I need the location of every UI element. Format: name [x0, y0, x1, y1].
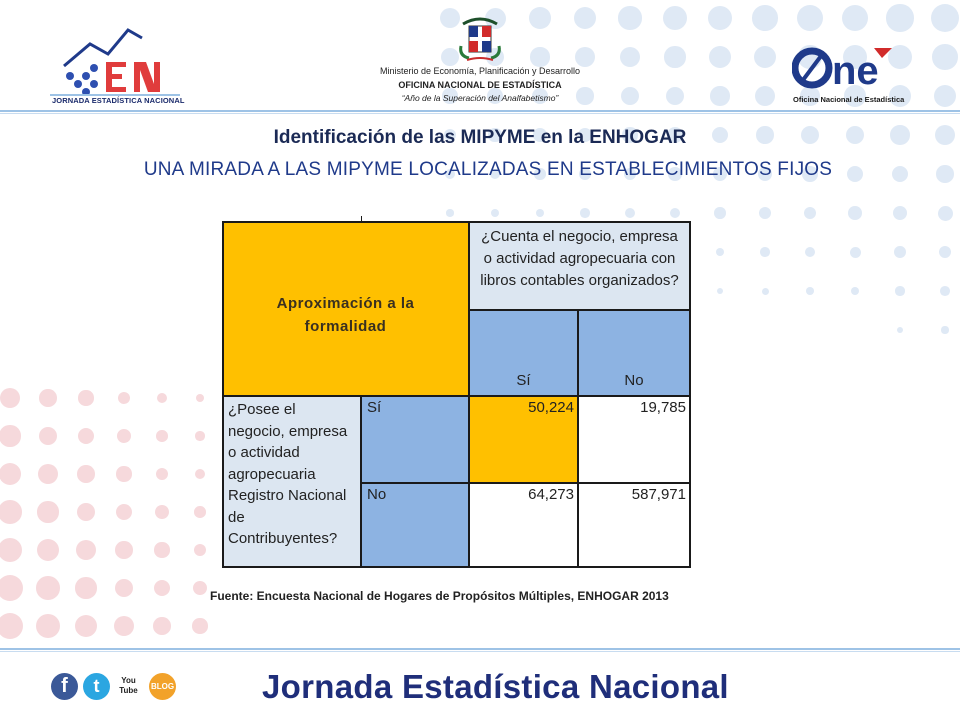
decorative-dot — [934, 85, 957, 108]
decorative-dot — [36, 576, 60, 600]
decorative-dot — [0, 500, 22, 524]
decorative-dot — [762, 288, 769, 295]
decorative-dot — [446, 209, 453, 216]
facebook-icon[interactable]: f — [51, 673, 78, 700]
decorative-dot — [752, 5, 777, 30]
decorative-dot — [157, 393, 167, 403]
twitter-icon[interactable]: t — [83, 673, 110, 700]
decorative-dot — [716, 248, 725, 257]
decorative-dot — [78, 390, 93, 405]
decorative-dot — [0, 575, 23, 601]
corner-header-cell — [222, 221, 469, 396]
decorative-dot — [941, 326, 948, 333]
decorative-dot — [759, 207, 771, 219]
decorative-dot — [194, 506, 206, 518]
decorative-dot — [621, 87, 639, 105]
ministry-header — [360, 14, 600, 109]
decorative-dot — [895, 286, 904, 295]
page-title: Identificación de las MIPYME en la ENHOGAR — [273, 127, 687, 148]
value-cell-si-no: 19,785 — [578, 396, 690, 483]
decorative-dot — [115, 541, 133, 559]
decorative-dot — [156, 430, 168, 442]
year-motto: “Año de la Superación del Analfabetismo” — [401, 93, 559, 103]
decorative-dot — [897, 327, 904, 334]
decorative-dot — [75, 615, 97, 637]
decorative-dot — [77, 503, 96, 522]
value-cell-no-no: 587,971 — [578, 483, 690, 567]
source-note: Fuente: Encuesta Nacional de Hogares de Propósitos Múltiples, ENHOGAR 2013 — [210, 589, 669, 603]
decorative-dot — [77, 465, 95, 483]
column-question-cell — [469, 221, 690, 310]
decorative-dot — [39, 427, 58, 446]
decorative-dot — [620, 47, 641, 68]
decorative-dot — [37, 539, 59, 561]
jornada-logo-caption: JORNADA ESTADÍSTICA NACIONAL — [52, 96, 185, 105]
decorative-dot — [116, 504, 132, 520]
decorative-dot — [708, 6, 733, 31]
jornada-logo — [50, 18, 180, 108]
row-question: ¿Posee el negocio, empresa o actividad agropecuaria Registro Nacional de Contribuyentes? — [228, 401, 348, 547]
ministry-name: Ministerio de Economía, Planificación y Desarrollo — [379, 66, 581, 76]
decorative-dot — [193, 581, 207, 595]
decorative-dot — [155, 505, 169, 519]
grid-line — [577, 310, 579, 568]
decorative-dot — [804, 207, 817, 220]
decorative-dot — [664, 46, 685, 67]
footer-divider — [0, 645, 960, 657]
table-border — [222, 221, 691, 223]
one-logo-caption: Oficina Nacional de Estadística — [793, 95, 905, 104]
decorative-dot — [932, 44, 957, 69]
decorative-dot — [805, 247, 815, 257]
decorative-dot — [760, 247, 770, 257]
grid-line — [361, 482, 691, 484]
decorative-dot — [37, 501, 58, 522]
decorative-dot — [0, 425, 21, 446]
decorative-dot — [717, 288, 723, 294]
one-logo-text: ne — [832, 49, 879, 93]
decorative-dot — [76, 540, 96, 560]
decorative-dot — [848, 206, 862, 220]
decorative-dot — [0, 463, 21, 485]
decorative-dot — [797, 5, 823, 31]
decorative-dot — [893, 206, 907, 220]
grid-line — [361, 216, 362, 221]
decorative-dot — [196, 394, 204, 402]
decorative-dot — [842, 5, 869, 32]
col-header-si: Sí — [469, 310, 578, 396]
decorative-dot — [714, 207, 726, 219]
row-label-no: No — [361, 483, 469, 567]
decorative-dot — [580, 208, 589, 217]
decorative-dot — [850, 247, 861, 258]
decorative-dot — [670, 208, 681, 219]
decorative-dot — [117, 429, 131, 443]
decorative-dot — [666, 87, 685, 106]
decorative-dot — [894, 246, 906, 258]
value-cell-si-si: 50,224 — [469, 396, 578, 483]
decorative-dot — [154, 580, 170, 596]
decorative-dot — [939, 246, 951, 258]
decorative-dot — [0, 388, 20, 408]
decorative-dot — [940, 286, 950, 296]
value-cell-no-si: 64,273 — [469, 483, 578, 567]
youtube-icon[interactable]: You Tube — [115, 673, 142, 700]
decorative-dot — [625, 208, 635, 218]
decorative-dot — [118, 392, 131, 405]
decorative-dot — [536, 209, 545, 218]
decorative-dot — [154, 542, 169, 557]
decorative-dot — [156, 468, 169, 481]
footer-title: Jornada Estadística Nacional — [262, 668, 729, 705]
decorative-dot — [78, 428, 94, 444]
row-question-cell — [222, 396, 361, 567]
grid-line — [469, 309, 691, 311]
decorative-dot — [806, 287, 814, 295]
decorative-dot — [663, 6, 687, 30]
decorative-dot — [938, 206, 953, 221]
decorative-dot — [0, 613, 23, 639]
decorative-dot — [195, 431, 204, 440]
office-name: OFICINA NACIONAL DE ESTADÍSTICA — [398, 80, 562, 90]
decorative-dot — [38, 464, 58, 484]
decorative-dot — [491, 209, 499, 217]
decorative-dot — [114, 616, 134, 636]
decorative-dot — [851, 287, 859, 295]
table-border — [222, 566, 691, 568]
decorative-dot — [618, 6, 641, 29]
decorative-dot — [194, 544, 207, 557]
page-subtitle: UNA MIRADA A LAS MIPYME LOCALIZADAS EN ESTABLECIMIENTOS FIJOS — [143, 159, 833, 180]
decorative-dot — [153, 617, 171, 635]
decorative-dot — [75, 577, 96, 598]
decorative-dot — [39, 389, 57, 407]
decorative-dot — [115, 579, 134, 598]
decorative-dot — [755, 86, 775, 106]
grid-line — [222, 395, 691, 397]
decorative-dot — [710, 86, 729, 105]
coat-of-arms-icon — [457, 16, 503, 62]
decorative-dot — [709, 46, 731, 68]
row-label-si: Sí — [361, 396, 469, 483]
decorative-dot — [192, 618, 207, 633]
col-header-no: No — [578, 310, 690, 396]
blog-icon[interactable]: BLOG — [149, 673, 176, 700]
decorative-dot — [754, 46, 777, 69]
column-question: ¿Cuenta el negocio, empresa o actividad agropecuaria con libros contables organizados? — [480, 228, 679, 289]
decorative-dot — [0, 538, 22, 563]
decorative-dot — [36, 614, 61, 639]
decorative-dot — [195, 469, 205, 479]
decorative-dot — [931, 4, 959, 32]
decorative-dot — [116, 466, 131, 481]
decorative-dot — [886, 4, 913, 31]
corner-label: Aproximación a la formalidad — [276, 294, 415, 335]
